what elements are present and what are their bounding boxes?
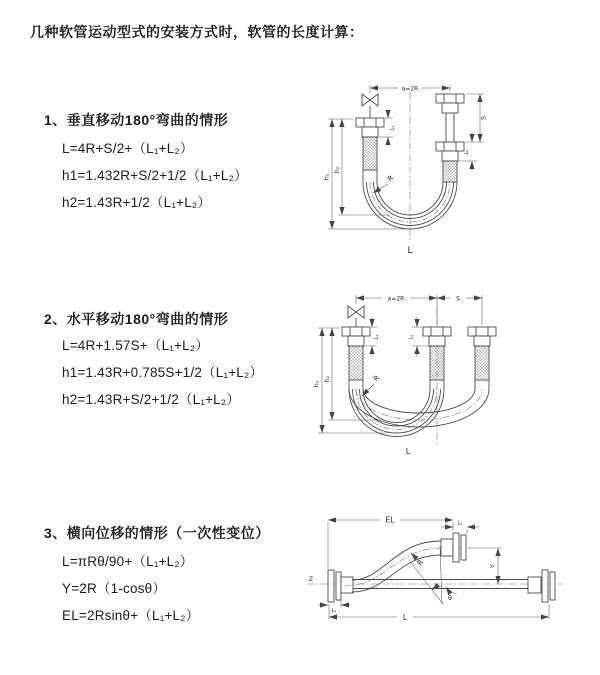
dim-el bbox=[328, 516, 453, 569]
right-pipe bbox=[436, 94, 464, 182]
label-l2: L₂ bbox=[457, 520, 463, 527]
dim-l1 bbox=[379, 109, 396, 146]
dim-stroke-s bbox=[466, 94, 488, 142]
dim-span-a2r bbox=[356, 295, 482, 325]
middle-pipe bbox=[423, 327, 451, 389]
section-2-formula-L: L=4R+1.57S+（L₁+L₂） bbox=[62, 338, 209, 353]
dim-y bbox=[468, 548, 502, 584]
label-span: a=2R bbox=[401, 85, 419, 93]
section-1-formula-L: L=4R+S/2+（L₁+L₂） bbox=[62, 141, 194, 156]
section-2-formula-h2: h2=1.43R+S/2+1/2（L₁+L₂） bbox=[62, 392, 241, 407]
label-radius: R bbox=[415, 558, 426, 568]
dim-l1 bbox=[318, 595, 351, 614]
dim-l2 bbox=[458, 132, 477, 171]
label-stroke: S bbox=[456, 295, 460, 303]
right-pipe bbox=[468, 327, 496, 389]
label-l2: L₂ bbox=[408, 334, 415, 340]
label-l1: L₁ bbox=[374, 334, 380, 340]
dim-l1 bbox=[365, 317, 380, 356]
label-l1: L₁ bbox=[331, 608, 337, 614]
section-1-formula-h2: h2=1.43R+1/2（L₁+L₂） bbox=[62, 195, 212, 210]
axis-break-symbol: Z bbox=[308, 576, 314, 583]
label-l2: L₂ bbox=[464, 149, 470, 155]
label-radius: R bbox=[386, 173, 396, 184]
label-length: L bbox=[407, 246, 413, 256]
dim-l2 bbox=[409, 317, 430, 356]
label-l1: L₁ bbox=[390, 125, 396, 131]
diagram-horizontal-travel-figure bbox=[308, 284, 593, 464]
label-span: a=2R bbox=[387, 295, 405, 303]
diagram-lateral-offset-figure bbox=[300, 508, 600, 633]
left-pipe bbox=[356, 118, 384, 182]
right-flange bbox=[528, 570, 555, 602]
dim-span-a2r bbox=[370, 85, 450, 93]
section-3-formula-EL: EL=2Rsinθ+（L₁+L₂） bbox=[62, 608, 200, 623]
radius-callout bbox=[373, 174, 395, 193]
dim-l2 bbox=[441, 521, 479, 535]
label-h2: h₂ bbox=[334, 166, 341, 174]
label-length: L bbox=[402, 613, 408, 622]
label-h1: h₁ bbox=[313, 380, 321, 388]
label-stroke: S bbox=[480, 116, 488, 120]
section-2-formula-h1: h1=1.43R+0.785S+1/2（L₁+L₂） bbox=[62, 365, 264, 380]
section-3-heading: 3、横向位移的情形（一次性变位） bbox=[44, 525, 270, 541]
valve-icon bbox=[348, 306, 364, 327]
section-3-formula-L: L=πRθ/90+（L₁+L₂） bbox=[62, 554, 194, 569]
label-y: Y bbox=[488, 564, 497, 568]
section-2-heading: 2、水平移动180°弯曲的情形 bbox=[44, 311, 229, 327]
upper-flange bbox=[441, 533, 466, 562]
page-title: 几种软管运动型式的安装方式时，软管的长度计算： bbox=[30, 24, 364, 40]
valve-icon bbox=[362, 94, 378, 118]
section-1-heading: 1、垂直移动180°弯曲的情形 bbox=[44, 112, 229, 128]
hose-u-bend-position-2 bbox=[349, 389, 489, 427]
diagram-vertical-travel-figure bbox=[310, 72, 590, 262]
section-3-formula-Y: Y=2R（1-cosθ） bbox=[62, 581, 167, 596]
dim-stroke-s bbox=[437, 296, 482, 303]
dim-length bbox=[329, 604, 549, 622]
label-radius: R bbox=[372, 373, 382, 384]
label-theta: θ bbox=[448, 595, 452, 602]
label-h2: h₂ bbox=[324, 375, 331, 383]
radius-callout bbox=[362, 374, 381, 396]
left-pipe bbox=[342, 327, 370, 389]
label-h1: h₁ bbox=[323, 173, 331, 181]
section-1-formula-h1: h1=1.432R+S/2+1/2（L₁+L₂） bbox=[62, 168, 248, 183]
label-length: L bbox=[405, 447, 411, 456]
label-el: EL bbox=[385, 515, 395, 525]
